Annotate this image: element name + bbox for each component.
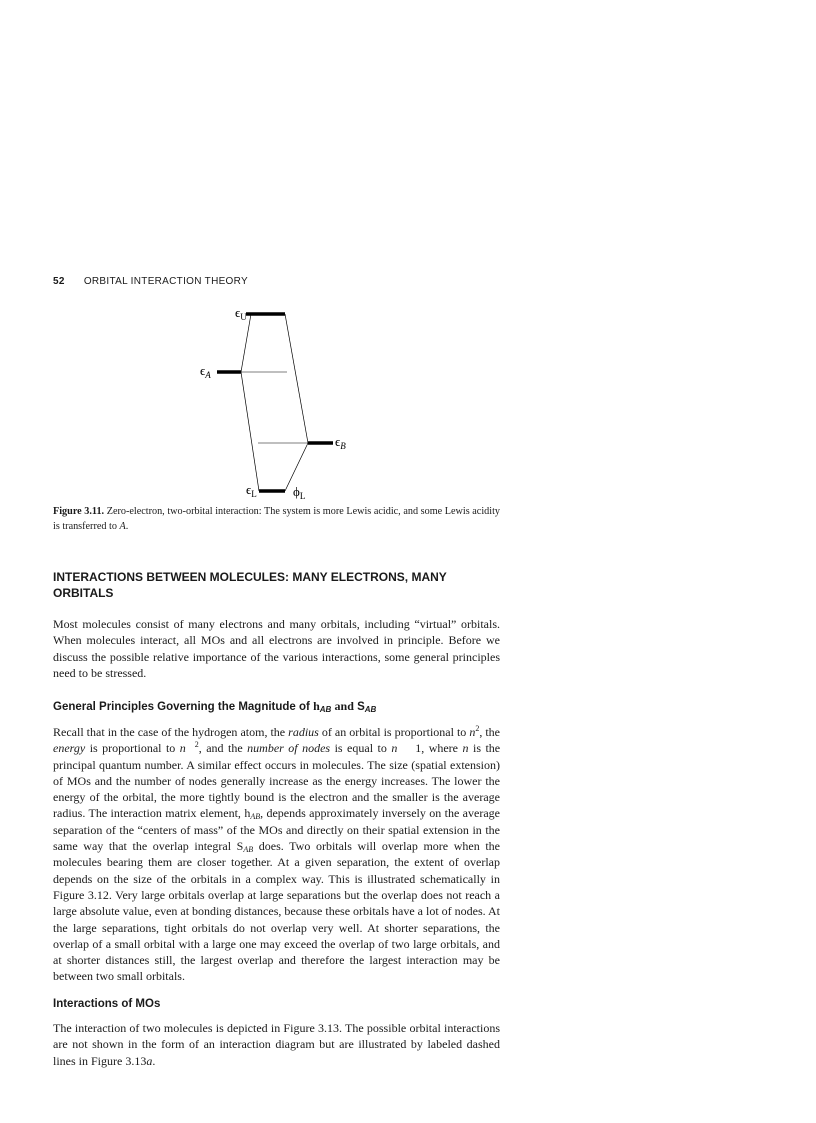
gp-sab-sub: AB (243, 845, 254, 855)
gp-text-9: does. Two orbitals will overlap more when the molecules bearing them are closer together. At a given separation, the extent of overlap depends on the size of the orbitals in a complex way. This is illustrated schematically in Figure 3.12. Very large orbitals overlap at large separations but the overlap does not reach a large absolute value, even at bonding distances, because these orbitals have a lot of nodes. At the large separations, tight orbitals do not overlap very well. At shorter separations, the overlap of a small orbital with a large one may exceed the overlap of two large orbitals, and at shorter distances still, the largest overlap and therefore the largest interaction may be between two small orbitals. (53, 839, 501, 984)
label-phi-l: $\phi_L$ (293, 484, 306, 501)
gp-text-8: , depends approximately inversely on the average separation of the “centers of mass” of the MOs and directly on their spatial extension in the same way that the overlap integral (53, 806, 500, 854)
title-h: h (313, 699, 320, 713)
gp-n2: n (462, 741, 469, 756)
figure-caption (53, 505, 500, 534)
gp-text-7: is the principal quantum number. A similar effect occurs in molecules. The size (spatial extension) of MOs and the number of nodes generally increase as the energy increases. The lower the energy of the orbital, the more tightly bound is the electron and the smaller is the average radius. The interaction matrix element, (53, 741, 501, 821)
subsection-title-interactions-of-mos: Interactions of MOs (53, 998, 161, 1010)
gp-text-6: is equal to (334, 741, 387, 756)
gp-text-4: is proportional to (89, 741, 176, 756)
gp-n: n (469, 725, 476, 739)
gp-neg2: 2 (194, 740, 199, 750)
int-text: The interaction of two molecules is depicted in Figure 3.13. The possible orbital interactions are not shown in the form of an interaction diagram but are illustrated by labeled dashed lines in Figure 3.13 (53, 1021, 500, 1068)
label-eps-l: $\epsilon_L$ (246, 482, 257, 499)
gp-sab: S (236, 839, 244, 854)
running-title: ORBITAL INTERACTION THEORY (83, 276, 248, 287)
general-principles-paragraph (53, 724, 500, 985)
label-eps-a: $\epsilon_A$ (200, 363, 211, 380)
caption-tail: A (119, 520, 126, 532)
title-and: and (334, 699, 354, 713)
gp-n-minus: n (391, 741, 398, 756)
gp-hab-sub: AB (250, 812, 261, 822)
corr-u-b (285, 314, 308, 443)
gp-sq: 2 (475, 724, 480, 733)
gp-text-1: Recall that in the case of the hydrogen atom, the (53, 725, 286, 739)
orbital-interaction-diagram (190, 300, 346, 501)
corr-a-l (241, 372, 259, 491)
gp-text-5: , and the (198, 741, 243, 756)
label-eps-b: $\epsilon_B$ (335, 434, 346, 451)
corr-a-u (241, 314, 251, 372)
gp-n-neg: n (179, 741, 186, 756)
interactions-paragraph (53, 1020, 500, 1069)
gp-text-2: of an orbital is proportional to (321, 725, 467, 739)
caption-text: Zero-electron, two-orbital interaction: The system is more Lewis acidic, and some Lewis acidity is transferred to (53, 506, 501, 532)
section-intro: Most molecules consist of many electrons and many orbitals, including “virtual” orbitals. When molecules interact, all MOs and all electrons are involved in principle. Before we discuss the possible relative importance of the various interactions, some general principles need to be stressed. (53, 617, 500, 680)
int-a: a (146, 1053, 153, 1068)
title-s: S (357, 701, 365, 713)
running-head (53, 276, 248, 287)
gp-energy: energy (53, 741, 86, 756)
caption-end: . (125, 520, 129, 532)
subsection-title-text: General Principles Governing the Magnitude of (53, 701, 310, 713)
section-title: INTERACTIONS BETWEEN MOLECULES: MANY ELECTRONS, MANY ORBITALS (53, 570, 447, 600)
gp-one: 1, where (415, 741, 459, 756)
subsection-title-general-principles (53, 698, 500, 718)
caption-label: Figure 3.11. (53, 506, 105, 517)
gp-nodes: number of nodes (247, 741, 331, 756)
gp-radius: radius (288, 725, 319, 739)
int-end: . (152, 1053, 156, 1068)
gp-hab: h (244, 806, 251, 821)
gp-text-3: , the (479, 725, 501, 739)
title-h-sub: AB (319, 705, 332, 714)
page-number: 52 (53, 276, 65, 287)
title-s-sub: AB (364, 705, 377, 714)
label-eps-u: $\epsilon_U$ (235, 305, 247, 322)
